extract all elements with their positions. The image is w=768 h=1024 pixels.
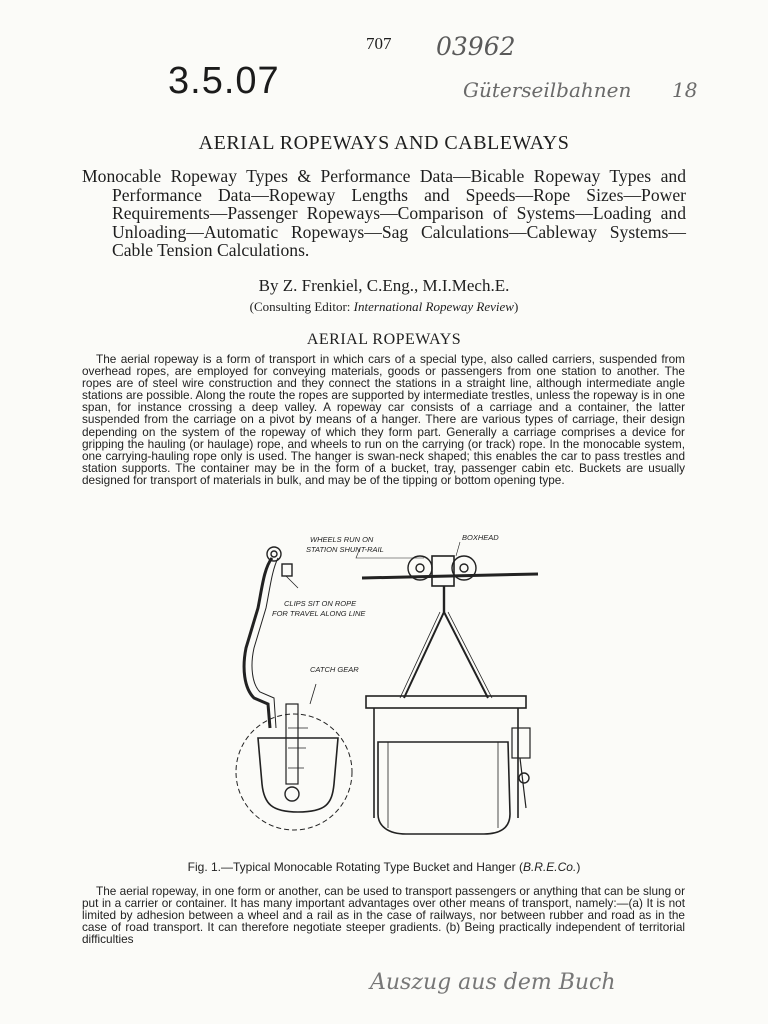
- bucket-body: [378, 742, 510, 834]
- editor-suffix: ): [513, 299, 519, 314]
- label-wheels-2: STATION SHUNT-RAIL: [306, 545, 384, 554]
- editor-prefix: (Consulting Editor:: [249, 299, 354, 314]
- caption-credit: B.R.E.Co.: [522, 860, 577, 874]
- label-wheels: WHEELS RUN ON: [310, 535, 374, 544]
- label-clips-2: FOR TRAVEL ALONG LINE: [272, 609, 366, 618]
- stamp-code: 3.5.07: [168, 60, 280, 102]
- article-title: AERIAL ROPEWAYS AND CABLEWAYS: [198, 132, 570, 154]
- figure-caption: [0, 860, 768, 874]
- caption-tail: ): [576, 860, 581, 874]
- shunt-rail: [362, 574, 538, 578]
- rope-clip: [267, 547, 281, 561]
- boxhead: [432, 556, 454, 586]
- figure-bucket-hanger: [228, 528, 560, 848]
- body-paragraph-1: The aerial ropeway is a form of transport in which cars of a special type, also called carriers, suspended from overhead ropes, are employed for conveying materials, goods or passengers from one station to another. The ropes are of steel wire construction and they connect the stations in a straight line, although intermediate angle stations are possible. Along the route the ropes are supported by intermediate trestles, unless the ropeway is in one span, for instance crossing a deep valley. A ropeway car consists of a carriage and a container, the latter suspended from the carriage on a pivot by means of a hanger. There are various types of carriage, their design depending on the system of the ropeway of which they form part. Generally a carriage comprises a device for gripping the hauling (or haulage) rope, and wheels to run on the carrying (or track) rope. In the monocable system, one carrying-hauling rope only is used. The hanger is swan-neck shaped; this enables the car to pass trestles and station supports. The container may be in the form of a bucket, tray, passenger cabin etc. Buckets are usually designed for transport of materials in bulk, and may be of the tipping or bottom opening type.: [82, 352, 685, 487]
- handwritten-note: Auszug aus dem Buch: [370, 970, 616, 995]
- author-byline: By Z. Frenkiel, C.Eng., M.I.Mech.E.: [258, 276, 510, 295]
- hanger-arms: [404, 612, 488, 698]
- handwritten-keyword: Güterseilbahnen: [463, 78, 632, 102]
- section-heading: AERIAL ROPEWAYS: [306, 331, 462, 348]
- page-number: 707: [366, 34, 392, 53]
- catch-gear-right: [512, 728, 530, 758]
- label-catch-gear: CATCH GEAR: [310, 665, 359, 674]
- handwritten-mark: 18: [672, 78, 698, 102]
- article-subtitle: Monocable Ropeway Types & Performance Data—Bicable Ropeway Types and Performance Data—Ropeway Lengths and Speeds—Rope Sizes—Power Requirements—Passenger Ropeways—Comparison of Systems—Loading and Unloading—Automatic Ropeways—Sag Calculations—Cableway Systems—Cable Tension Calculations.: [82, 166, 686, 261]
- bucket-frame: [366, 696, 526, 708]
- caption-lead: Fig. 1.—Typical Monocable Rotating Type Bucket and Hanger (: [187, 860, 523, 874]
- editor-publication: International Ropeway Review: [353, 299, 514, 314]
- label-clips: CLIPS SIT ON ROPE: [284, 599, 357, 608]
- hanger-swan-neck: [244, 558, 272, 728]
- body-paragraph-2: The aerial ropeway, in one form or another, can be used to transport passengers or anything that can be slung or put in a carrier or container. It has many important advantages over other means of transport, namely:—(a) It is not limited by adhesion between a wheel and a rail as in the case of railways, nor between rubber and road as in the case of road transport. It can therefore negotiate steeper gradients. (b) Being practically independent of territorial difficulties: [82, 884, 685, 947]
- label-boxhead: BOXHEAD: [462, 533, 499, 542]
- editor-note: [0, 299, 768, 315]
- handwritten-number: 03962: [436, 32, 516, 61]
